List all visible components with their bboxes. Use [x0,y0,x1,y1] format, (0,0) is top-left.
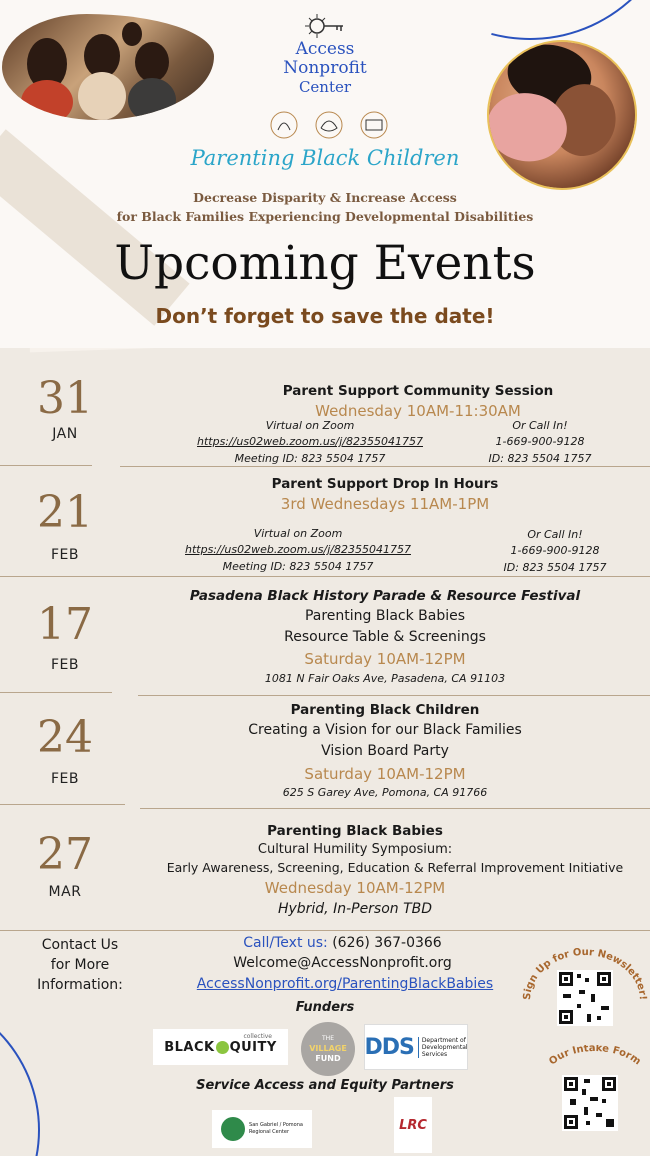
contact-phone-line [170,935,515,951]
tagline [90,188,560,226]
event-4-month: FEB [50,771,79,787]
contact-website[interactable]: AccessNonprofit.org/ParentingBlackBabies [196,976,494,992]
event-2-call-id: ID: 823 5504 1757 [503,561,607,574]
partners-heading: Service Access and Equity Partners [196,1078,454,1093]
divider-event-5 [0,930,650,931]
event-4-title: Parenting Black Children [290,702,480,718]
lrc-logo [394,1097,432,1153]
black-equity-small: collective [243,1033,272,1040]
contact-phone[interactable]: (626) 367-0366 [327,935,442,951]
event-5-line1: Cultural Humility Symposium: [257,842,453,857]
tagline-line2: for Black Families Experiencing Developmental Disabilities [116,209,534,224]
event-2-zoom-link[interactable]: https://us02web.zoom.us/j/82355041757 [185,543,411,556]
dds-line1: Department of [421,1036,466,1044]
event-3-address: 1081 N Fair Oaks Ave, Pasadena, CA 91103 [264,672,506,685]
program-title: Parenting Black Children [190,146,460,170]
village-line1: THE [322,1035,334,1042]
dds-logo [364,1024,468,1070]
decorative-arc-bottom [0,990,40,1156]
sgprc-logo [212,1110,312,1148]
funders-heading: Funders [295,1000,355,1015]
event-3-title: Pasadena Black History Parade & Resource Festival [189,588,581,604]
event-4-line1: Creating a Vision for our Black Families [248,722,522,738]
event-4-address: 625 S Garey Ave, Pomona, CA 91766 [282,786,488,799]
sgprc-tree-icon [221,1117,245,1141]
sgprc-text [249,1122,303,1136]
event-2-time: 3rd Wednesdays 11AM-1PM [280,495,490,513]
event-1-meeting-id: Meeting ID: 823 5504 1757 [234,452,386,465]
event-3-line2: Resource Table & Screenings [284,629,486,645]
sgprc-line1: San Gabriel / Pomona [249,1122,303,1128]
contact-email[interactable]: Welcome@AccessNonprofit.org [233,955,452,971]
event-3-month: FEB [50,657,79,673]
black-equity-text-post: QUITY [229,1039,277,1055]
event-4-time: Saturday 10AM-12PM [304,765,466,783]
contact-label-line3: Information: [37,977,123,993]
event-1-time: Wednesday 10AM-11:30AM [315,402,521,420]
divider-date-4 [0,804,125,805]
contact-label-line1: Contact Us [41,937,119,953]
newsletter-label: Sign Up for Our Newsletter! [521,947,649,1001]
event-1-call-label: Or Call In! [512,419,568,432]
village-line2: VILLAGE [309,1044,347,1053]
event-1-day: 31 [37,373,93,424]
village-fund-logo [301,1022,355,1076]
black-equity-text-pre: BLACK [164,1039,215,1055]
event-1-call-phone[interactable]: 1-669-900-9128 [495,435,585,448]
divider-date-1 [0,465,92,466]
contact-label-line2: for More [50,957,110,973]
event-1-title: Parent Support Community Session [282,383,554,399]
black-equity-e-icon [216,1041,229,1054]
divider-event-3 [138,695,650,696]
event-5-month: MAR [48,884,82,900]
dds-line3: Services [421,1050,448,1058]
event-2-call-phone[interactable]: 1-669-900-9128 [510,544,600,557]
event-2-zoom-label: Virtual on Zoom [253,527,343,540]
event-2-month: FEB [50,547,79,563]
village-line3: FUND [315,1054,341,1063]
org-name-line1: Access [295,39,355,59]
event-2-day: 21 [37,487,93,538]
dds-abbr: DDS [364,1034,414,1060]
program-emblems [266,110,392,140]
event-1-month: JAN [52,426,78,442]
svg-text:Our Intake Form [547,1045,642,1068]
dds-text [418,1037,468,1058]
event-1-call-id: ID: 823 5504 1757 [488,452,592,465]
event-4-day: 24 [37,712,93,763]
event-3-day: 17 [37,599,93,650]
intake-qr-code[interactable] [562,1075,618,1131]
newsletter-qr-code[interactable] [557,970,613,1026]
event-3-line1: Parenting Black Babies [304,608,466,624]
intake-label: Our Intake Form [547,1045,643,1068]
event-5-day: 27 [37,829,93,880]
org-name-line2: Nonprofit [283,58,367,78]
event-1-zoom-label: Virtual on Zoom [265,419,355,432]
divider-event-2 [0,576,650,577]
org-name-line3: Center [298,78,352,96]
event-3-time: Saturday 10AM-12PM [304,650,466,668]
event-5-time: Wednesday 10AM-12PM [264,879,446,897]
event-2-call-label: Or Call In! [527,528,583,541]
sgprc-line2: Regional Center [249,1129,290,1135]
dds-line2: Developmental [421,1043,468,1051]
page-title: Upcoming Events [114,236,536,291]
event-5-title: Parenting Black Babies [267,823,443,839]
event-5-line2: Early Awareness, Screening, Education & Referral Improvement Initiative [166,860,624,875]
event-5-location: Hybrid, In-Person TBD [277,901,433,917]
lrc-abbr: LRC [399,1117,427,1133]
black-equity-logo [153,1029,288,1065]
event-2-meeting-id: Meeting ID: 823 5504 1757 [222,560,374,573]
org-logo-text [245,40,405,97]
event-2-title: Parent Support Drop In Hours [271,476,499,492]
divider-date-3 [0,692,112,693]
event-4-line2: Vision Board Party [321,743,449,759]
tagline-line1: Decrease Disparity & Increase Access [193,190,457,205]
divider-event-4 [140,808,650,809]
contact-label [30,935,130,995]
save-the-date: Don’t forget to save the date! [155,304,495,328]
key-logo-icon [305,12,345,40]
event-1-zoom-link[interactable]: https://us02web.zoom.us/j/82355041757 [197,435,423,448]
contact-call-label: Call/Text us: [243,935,328,951]
divider-event-1 [120,466,650,467]
